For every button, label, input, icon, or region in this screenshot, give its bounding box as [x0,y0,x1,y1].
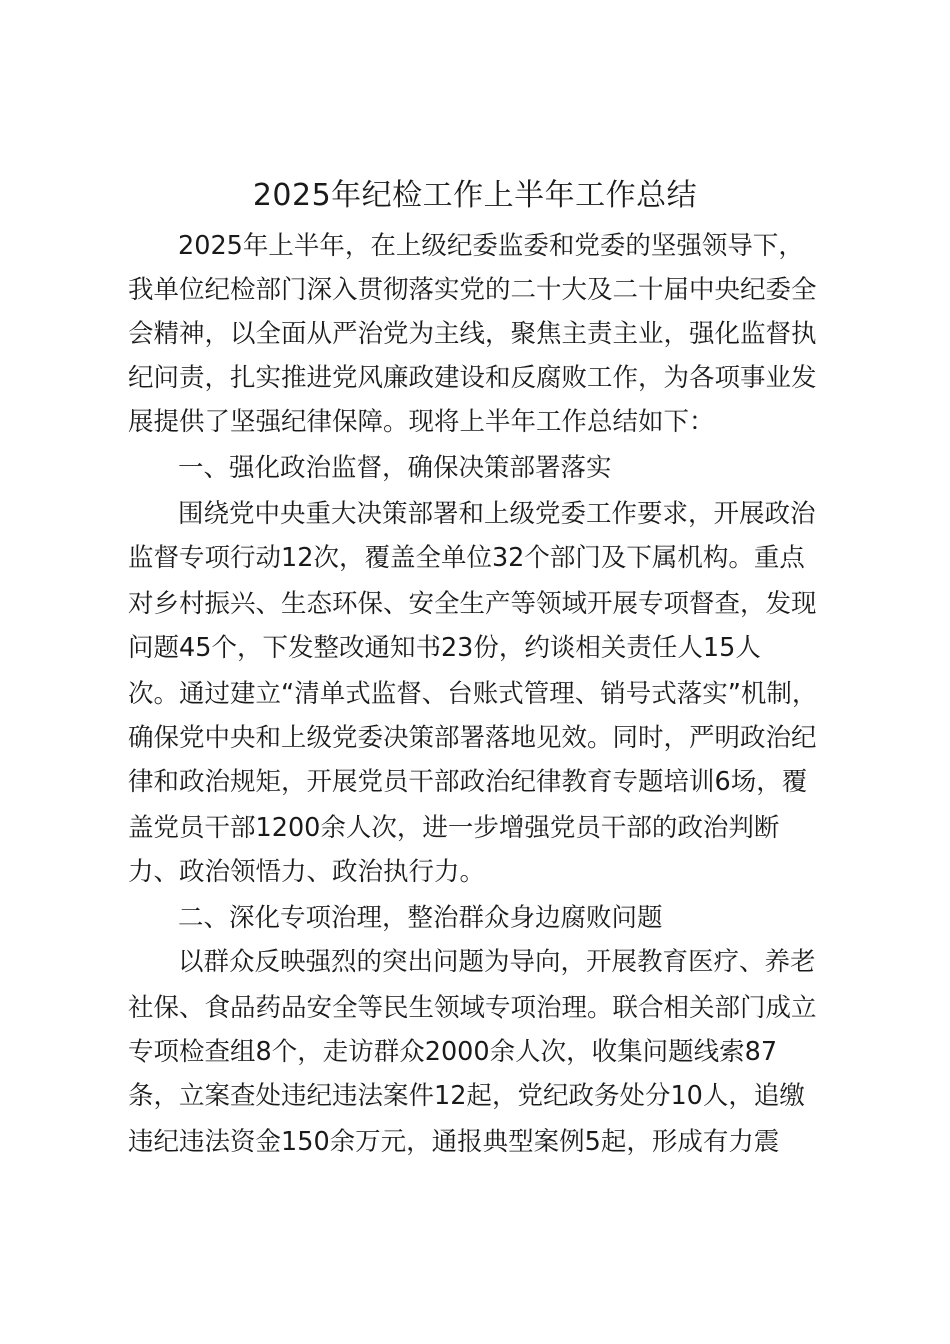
section-heading-1: 一、强化政治监督，确保决策部署落实 [178,453,612,483]
document-title: 2025年纪检工作上半年工作总结 [252,178,698,213]
paragraph-line: 问题45个，下发整改通知书23份，约谈相关责任人15人 [128,633,761,663]
paragraph-line: 专项检查组8个，走访群众2000余人次，收集问题线索87 [128,1037,778,1067]
paragraph-line: 监督专项行动12次，覆盖全单位32个部门及下属机构。重点 [128,543,805,573]
paragraph-line: 围绕党中央重大决策部署和上级党委工作要求，开展政治 [178,499,816,529]
paragraph-line: 盖党员干部1200余人次，进一步增强党员干部的政治判断 [128,813,780,843]
paragraph-line: 纪问责，扎实推进党风廉政建设和反腐败工作，为各项事业发 [128,363,817,393]
paragraph-line: 展提供了坚强纪律保障。现将上半年工作总结如下： [128,407,715,437]
paragraph-line: 我单位纪检部门深入贯彻落实党的二十大及二十届中央纪委全 [128,275,817,305]
paragraph-line: 社保、食品药品安全等民生领域专项治理。联合相关部门成立 [128,993,817,1023]
paragraph-line: 以群众反映强烈的突出问题为导向，开展教育医疗、养老 [178,947,816,977]
section-heading-2: 二、深化专项治理，整治群众身边腐败问题 [178,903,663,933]
paragraph-line: 会精神，以全面从严治党为主线，聚焦主责主业，强化监督执 [128,319,817,349]
paragraph-line: 条，立案查处违纪违法案件12起，党纪政务处分10人，追缴 [128,1081,805,1111]
paragraph-line: 确保党中央和上级党委决策部署落地见效。同时，严明政治纪 [128,723,817,753]
paragraph-line: 次。通过建立“清单式监督、台账式管理、销号式落实”机制， [128,679,818,709]
paragraph-line: 律和政治规矩，开展党员干部政治纪律教育专题培训6场，覆 [128,767,808,797]
paragraph-line: 对乡村振兴、生态环保、安全生产等领域开展专项督查，发现 [128,589,817,619]
paragraph-line: 力、政治领悟力、政治执行力。 [128,857,486,887]
paragraph-line: 2025年上半年，在上级纪委监委和党委的坚强领导下， [178,231,804,261]
paragraph-line: 违纪违法资金150余万元，通报典型案例5起，形成有力震 [128,1127,780,1157]
